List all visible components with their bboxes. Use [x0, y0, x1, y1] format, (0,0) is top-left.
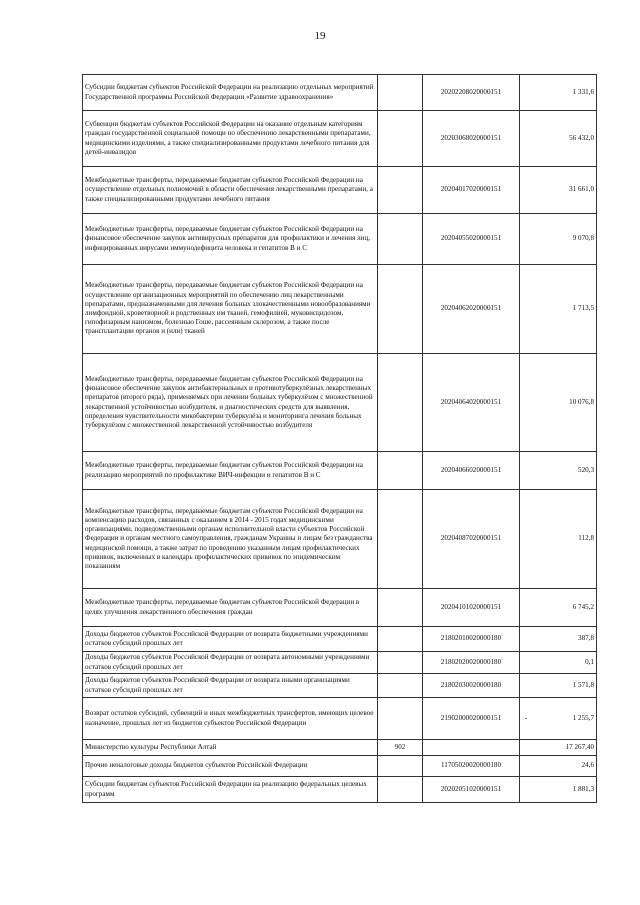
table-row: [83, 652, 597, 674]
row-amount-cell: 387,8: [532, 627, 597, 652]
table-row: [83, 214, 597, 265]
row-sign-cell: [520, 111, 533, 167]
table-row: [83, 490, 597, 589]
table-row: [83, 777, 597, 803]
row-admin-code-cell: [378, 354, 423, 452]
row-amount-cell: 31 661,0: [532, 167, 597, 214]
row-admin-code-cell: [378, 111, 423, 167]
row-name-cell: Межбюджетные трансферты, передаваемые бюджетам субъектов Российской Федерации на финансовое обеспечение закупок антибактериальных и противотуберкулёзных лекарственных препаратов (второго ряда), применяемых при лечении больных туберкулёзом с множественной лекарственной устойчивостью возбудителя, и диагностических средств для выявления, определения чувствительности микобактерии туберкулёза и мониторинга лечения больных туберкулёзом с множественной лекарственной устойчивостью возбудителя: [83, 354, 378, 452]
row-sign-cell: -: [520, 698, 533, 740]
row-sign-cell: [520, 674, 533, 698]
row-admin-code-cell: [378, 490, 423, 589]
row-amount-cell: 520,3: [532, 452, 597, 490]
row-budget-code-cell: 20204062020000151: [423, 265, 520, 354]
row-name-cell: Субсидии бюджетам субъектов Российской Федерации на реализацию федеральных целевых программ: [83, 777, 378, 803]
row-sign-cell: [520, 740, 533, 756]
row-sign-cell: [520, 777, 533, 803]
row-amount-cell: 1 881,3: [532, 777, 597, 803]
row-admin-code-cell: [378, 265, 423, 354]
row-admin-code-cell: [378, 589, 423, 627]
row-budget-code-cell: 21802020020000180: [423, 652, 520, 674]
row-name-cell: Межбюджетные трансферты, передаваемые бюджетам субъектов Российской Федерации на осуществление отдельных полномочий в области обеспечения лекарственными препаратами, а также специализированными продуктами лечебного питания: [83, 167, 378, 214]
row-amount-cell: 10 076,8: [532, 354, 597, 452]
table-body: [83, 75, 597, 803]
row-admin-code-cell: [378, 674, 423, 698]
row-admin-code-cell: [378, 777, 423, 803]
row-admin-code-cell: [378, 652, 423, 674]
table-row: [83, 589, 597, 627]
table-row: [83, 627, 597, 652]
row-budget-code-cell: [423, 740, 520, 756]
row-amount-cell: 1 571,8: [532, 674, 597, 698]
row-admin-code-cell: [378, 756, 423, 777]
table-row: [83, 265, 597, 354]
row-name-cell: Межбюджетные трансферты, передаваемые бюджетам субъектов Российской Федерации на финансовое обеспечение закупок антивирусных препаратов для профилактики и лечения лиц, инфицированных вирусами иммунодефицита человека и гепатитов В и С: [83, 214, 378, 265]
row-amount-cell: 6 745,2: [532, 589, 597, 627]
row-sign-cell: [520, 652, 533, 674]
row-name-cell: Субвенции бюджетам субъектов Российской Федерации на оказание отдельным категориям граждан государственной социальной помощи по обеспечению лекарственными препаратами, медицинскими изделиями, а также специализированными продуктами лечебного питания для детей-инвалидов: [83, 111, 378, 167]
row-name-cell: Межбюджетные трансферты, передаваемые бюджетам субъектов Российской Федерации на реализацию мероприятий по профилактике ВИЧ-инфекции и гепатитов В и С: [83, 452, 378, 490]
row-sign-cell: [520, 167, 533, 214]
row-budget-code-cell: 20204101020000151: [423, 589, 520, 627]
table-row: [83, 740, 597, 756]
row-budget-code-cell: 21802030020000180: [423, 674, 520, 698]
table-row: [83, 111, 597, 167]
row-budget-code-cell: 11705020020000180: [423, 756, 520, 777]
row-amount-cell: 1 331,6: [532, 75, 597, 111]
row-budget-code-cell: 20204087020000151: [423, 490, 520, 589]
row-amount-cell: 56 432,0: [532, 111, 597, 167]
row-budget-code-cell: 20204055020000151: [423, 214, 520, 265]
row-amount-cell: 24,6: [532, 756, 597, 777]
row-admin-code-cell: [378, 452, 423, 490]
table-row: [83, 167, 597, 214]
row-budget-code-cell: 20203068020000151: [423, 111, 520, 167]
row-amount-cell: 1 255,7: [532, 698, 597, 740]
row-name-cell: Прочие неналоговые доходы бюджетов субъектов Российской Федерации: [83, 756, 378, 777]
table-row: [83, 452, 597, 490]
table-row: [83, 698, 597, 740]
row-budget-code-cell: 20204066020000151: [423, 452, 520, 490]
budget-revenue-table: [82, 74, 597, 803]
row-sign-cell: [520, 214, 533, 265]
row-admin-code-cell: [378, 75, 423, 111]
row-sign-cell: [520, 75, 533, 111]
row-amount-cell: 17 267,40: [532, 740, 597, 756]
row-admin-code-cell: [378, 698, 423, 740]
row-admin-code-cell: [378, 214, 423, 265]
row-admin-code-cell: [378, 167, 423, 214]
row-budget-code-cell: 20202051020000151: [423, 777, 520, 803]
row-budget-code-cell: 20202208020000151: [423, 75, 520, 111]
row-sign-cell: [520, 490, 533, 589]
table-row: [83, 674, 597, 698]
row-amount-cell: 9 070,8: [532, 214, 597, 265]
table-row: [83, 756, 597, 777]
page-number: 19: [314, 30, 326, 42]
table-row: [83, 354, 597, 452]
table-row: [83, 75, 597, 111]
row-name-cell: Доходы бюджетов субъектов Российской Федерации от возврата иными организациями остатков субсидий прошлых лет: [83, 674, 378, 698]
row-sign-cell: [520, 589, 533, 627]
row-name-cell: Министерство культуры Республики Алтай: [83, 740, 378, 756]
row-sign-cell: [520, 452, 533, 490]
row-sign-cell: [520, 354, 533, 452]
row-name-cell: Доходы бюджетов субъектов Российской Федерации от возврата бюджетными учреждениями остатков субсидий прошлых лет: [83, 627, 378, 652]
row-budget-code-cell: 20204017020000151: [423, 167, 520, 214]
row-name-cell: Доходы бюджетов субъектов Российской Федерации от возврата автономными учреждениями остатков субсидий прошлых лет: [83, 652, 378, 674]
row-sign-cell: [520, 265, 533, 354]
row-name-cell: Межбюджетные трансферты, передаваемые бюджетам субъектов Российской Федерации в целях улучшения лекарственного обеспечения граждан: [83, 589, 378, 627]
row-amount-cell: 1 713,5: [532, 265, 597, 354]
row-name-cell: Возврат остатков субсидий, субвенций и иных межбюджетных трансфертов, имеющих целевое назначение, прошлых лет из бюджетов субъектов Российской Федерации: [83, 698, 378, 740]
row-sign-cell: [520, 756, 533, 777]
row-name-cell: Субсидии бюджетам субъектов Российской Федерации на реализацию отдельных мероприятий Государственной программы Российской Федерации «Развитие здравоохранения»: [83, 75, 378, 111]
row-name-cell: Межбюджетные трансферты, передаваемые бюджетам субъектов Российской Федерации на компенсацию расходов, связанных с оказанием в 2014 - 2015 годах медицинскими организациями, подведомственными органам исполнительной власти субъектов Российской Федерации и органам местного самоуправления, гражданам Украины и лицам без гражданства медицинской помощи, а также затрат по проведению указанным лицам профилактических прививок, включенных в календарь профилактических прививок по эпидемическим показаниям: [83, 490, 378, 589]
row-budget-code-cell: 21902000020000151: [423, 698, 520, 740]
row-budget-code-cell: 20204064020000151: [423, 354, 520, 452]
row-admin-code-cell: 902: [378, 740, 423, 756]
row-amount-cell: 112,8: [532, 490, 597, 589]
row-amount-cell: 0,1: [532, 652, 597, 674]
row-sign-cell: [520, 627, 533, 652]
row-admin-code-cell: [378, 627, 423, 652]
row-budget-code-cell: 21802010020000180: [423, 627, 520, 652]
row-name-cell: Межбюджетные трансферты, передаваемые бюджетам субъектов Российской Федерации на осуществление организационных мероприятий по обеспечению лиц лекарственными препаратами, предназначенными для лечения больных злокачественными новообразованиями лимфоидной, кроветворной и родственных им тканей, гемофилией, муковисцидозом, гипофизарным нанизмом, болезнью Гоше, рассеянным склерозом, а также после трансплантации органов и (или) тканей: [83, 265, 378, 354]
